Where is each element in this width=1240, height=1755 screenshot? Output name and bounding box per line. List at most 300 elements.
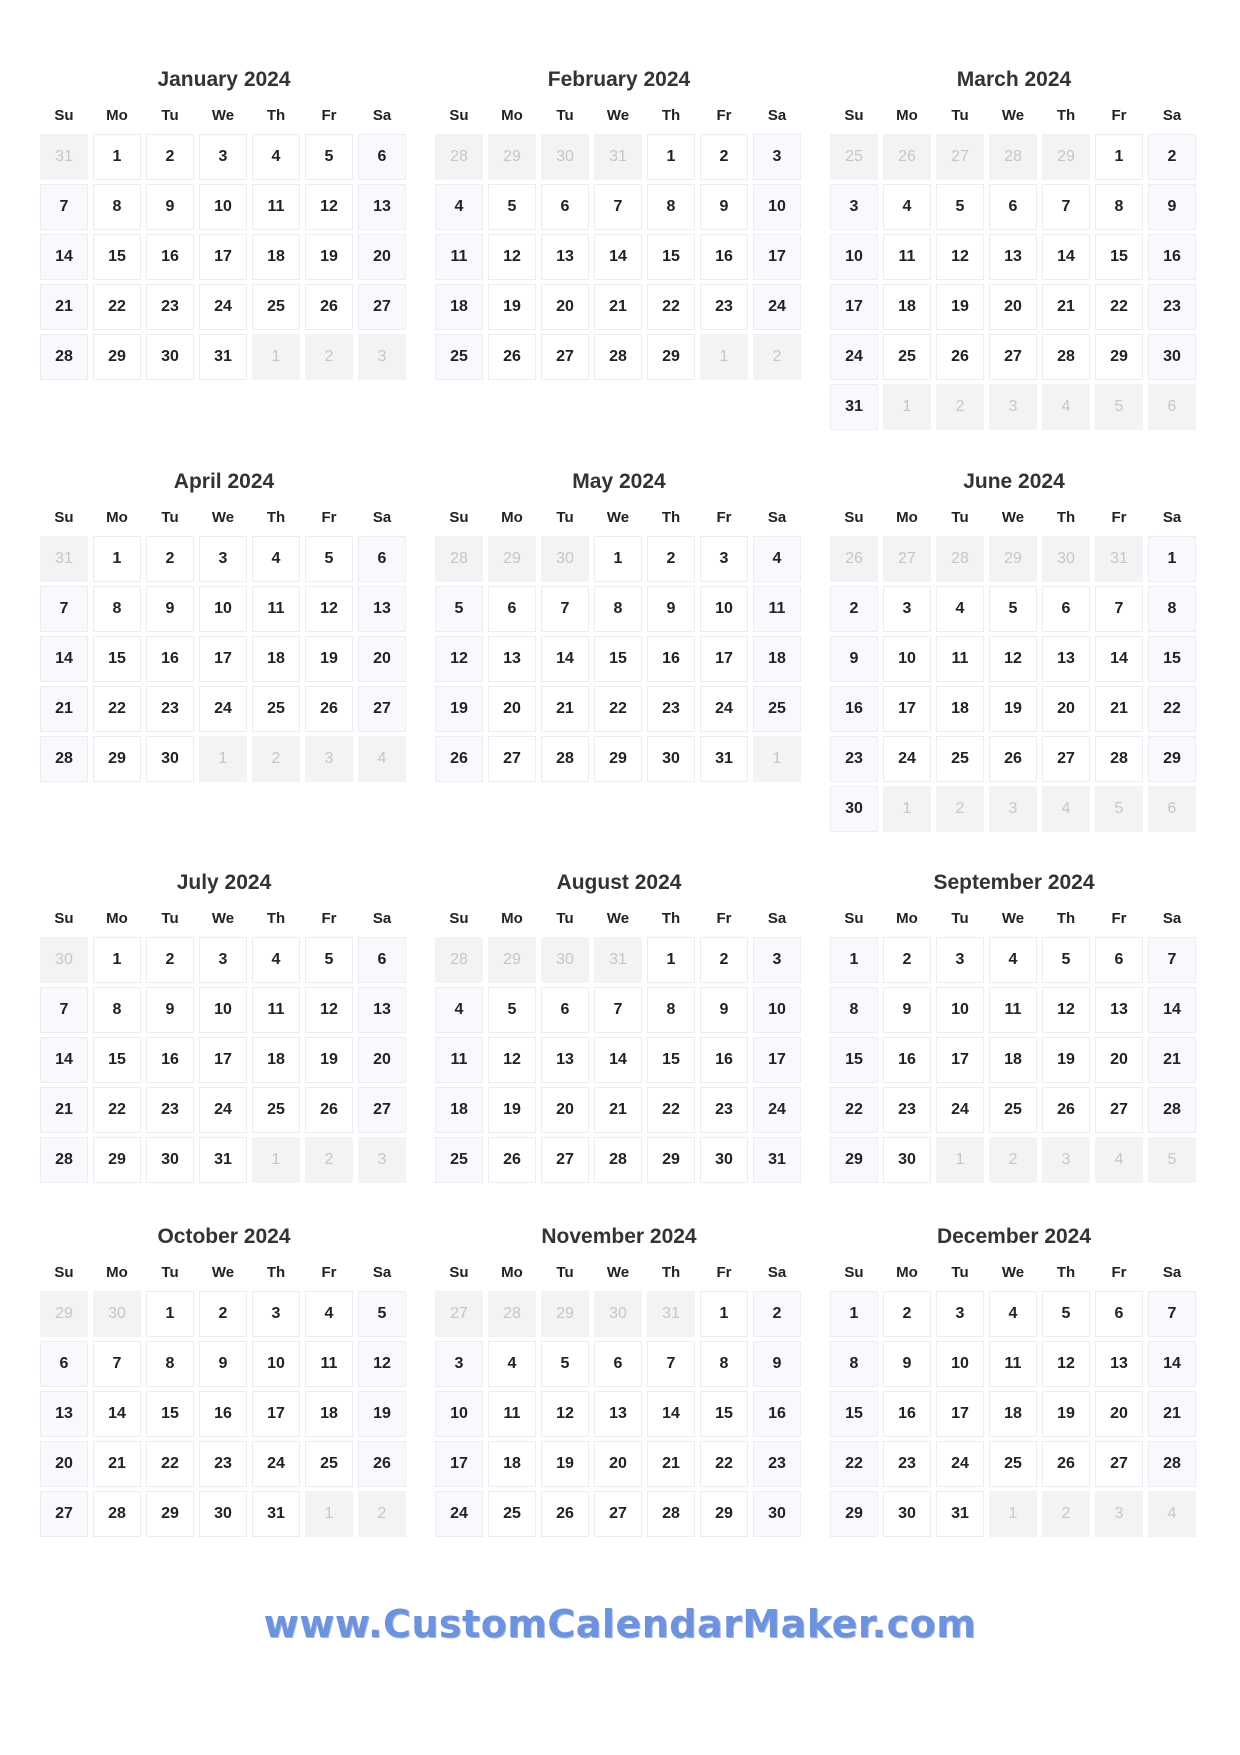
week-row (830, 686, 1198, 732)
day-cell: 27 (358, 686, 406, 732)
day-cell: 29 (594, 736, 642, 782)
day-cell: 19 (358, 1391, 406, 1437)
day-cell: 12 (435, 636, 483, 682)
day-cell: 28 (594, 334, 642, 380)
day-cell: 3 (199, 536, 247, 582)
day-cell: 2 (647, 536, 695, 582)
adjacent-month-day-cell: 6 (1148, 786, 1196, 832)
day-cell: 22 (146, 1441, 194, 1487)
week-row (830, 1291, 1198, 1337)
adjacent-month-day-cell: 3 (1042, 1137, 1090, 1183)
day-cell: 25 (252, 1087, 300, 1133)
adjacent-month-day-cell: 1 (936, 1137, 984, 1183)
weekday-label: Mo (106, 106, 128, 124)
day-cell: 18 (252, 1037, 300, 1083)
adjacent-month-day-cell: 2 (252, 736, 300, 782)
day-cell: 7 (647, 1341, 695, 1387)
day-cell: 18 (936, 686, 984, 732)
adjacent-month-day-cell: 29 (989, 536, 1037, 582)
month-title: July 2024 (176, 871, 272, 894)
weekday-label: We (211, 909, 235, 927)
week-row (40, 334, 408, 380)
weekday-label: We (211, 508, 235, 526)
weekday-label: Mo (106, 508, 128, 526)
weekday-label: Tu (556, 1263, 574, 1281)
day-cell: 29 (647, 334, 695, 380)
weekday-label: Su (54, 508, 74, 526)
day-cell: 24 (936, 1441, 984, 1487)
weekday-header-row (830, 100, 1198, 130)
weekday-label: Tu (556, 508, 574, 526)
month-calendar (435, 863, 803, 1183)
day-cell: 6 (358, 134, 406, 180)
day-cell: 22 (830, 1441, 878, 1487)
day-cell: 10 (883, 636, 931, 682)
day-cell: 3 (700, 536, 748, 582)
day-cell: 30 (199, 1491, 247, 1537)
day-cell: 26 (936, 334, 984, 380)
adjacent-month-day-cell: 30 (541, 134, 589, 180)
day-cell: 20 (1095, 1037, 1143, 1083)
weekday-label: Tu (951, 909, 969, 927)
weekday-label: We (1001, 1263, 1025, 1281)
day-cell: 25 (252, 686, 300, 732)
day-cell: 10 (252, 1341, 300, 1387)
day-cell: 5 (936, 184, 984, 230)
day-cell: 2 (830, 586, 878, 632)
weekday-label: Mo (896, 106, 918, 124)
day-cell: 21 (541, 686, 589, 732)
week-row (435, 686, 803, 732)
week-row (435, 1391, 803, 1437)
day-cell: 3 (435, 1341, 483, 1387)
day-cell: 26 (488, 334, 536, 380)
weekday-label: We (606, 909, 630, 927)
weekday-label: Tu (161, 508, 179, 526)
weekday-label: Sa (372, 508, 392, 526)
day-cell: 13 (358, 987, 406, 1033)
day-cell: 21 (1148, 1391, 1196, 1437)
weekday-label: Tu (951, 508, 969, 526)
week-row (40, 1137, 408, 1183)
day-cell: 29 (830, 1137, 878, 1183)
day-cell: 12 (541, 1391, 589, 1437)
weekday-label: Mo (896, 909, 918, 927)
adjacent-month-day-cell: 26 (883, 134, 931, 180)
adjacent-month-day-cell: 28 (989, 134, 1037, 180)
day-cell: 23 (700, 1087, 748, 1133)
weekday-label: We (606, 1263, 630, 1281)
day-cell: 19 (488, 284, 536, 330)
day-cell: 1 (647, 134, 695, 180)
day-cell: 6 (1095, 1291, 1143, 1337)
day-cell: 17 (830, 284, 878, 330)
day-cell: 9 (700, 987, 748, 1033)
month-title: April 2024 (173, 470, 275, 493)
day-cell: 1 (1148, 536, 1196, 582)
day-cell: 3 (830, 184, 878, 230)
adjacent-month-day-cell: 1 (989, 1491, 1037, 1537)
adjacent-month-day-cell: 26 (830, 536, 878, 582)
month-title: October 2024 (157, 1225, 291, 1248)
day-cell: 3 (199, 937, 247, 983)
day-cell: 2 (1148, 134, 1196, 180)
day-cell: 12 (936, 234, 984, 280)
day-cell: 20 (541, 284, 589, 330)
day-cell: 30 (830, 786, 878, 832)
weekday-label: Fr (716, 106, 732, 124)
weekday-label: We (1001, 508, 1025, 526)
day-cell: 18 (883, 284, 931, 330)
day-cell: 5 (358, 1291, 406, 1337)
adjacent-month-day-cell: 31 (40, 134, 88, 180)
weekday-label: Su (449, 1263, 469, 1281)
day-cell: 11 (936, 636, 984, 682)
day-cell: 21 (647, 1441, 695, 1487)
day-cell: 24 (252, 1441, 300, 1487)
adjacent-month-day-cell: 2 (936, 384, 984, 430)
day-cell: 7 (594, 987, 642, 1033)
day-cell: 30 (146, 736, 194, 782)
week-row (40, 1341, 408, 1387)
week-row (40, 1087, 408, 1133)
adjacent-month-day-cell: 29 (1042, 134, 1090, 180)
day-cell: 29 (93, 1137, 141, 1183)
day-cell: 7 (1148, 1291, 1196, 1337)
week-row (40, 1491, 408, 1537)
adjacent-month-day-cell: 28 (488, 1291, 536, 1337)
day-cell: 2 (883, 1291, 931, 1337)
day-cell: 14 (594, 234, 642, 280)
day-cell: 20 (358, 1037, 406, 1083)
day-cell: 1 (647, 937, 695, 983)
day-cell: 24 (753, 1087, 801, 1133)
week-row (40, 736, 408, 782)
weekday-label: We (1001, 909, 1025, 927)
day-cell: 17 (252, 1391, 300, 1437)
week-row (40, 184, 408, 230)
day-cell: 16 (883, 1037, 931, 1083)
day-cell: 3 (936, 1291, 984, 1337)
day-cell: 21 (1095, 686, 1143, 732)
week-row (435, 234, 803, 280)
day-cell: 31 (700, 736, 748, 782)
adjacent-month-day-cell: 2 (358, 1491, 406, 1537)
adjacent-month-day-cell: 1 (753, 736, 801, 782)
day-cell: 29 (830, 1491, 878, 1537)
week-row (830, 987, 1198, 1033)
weekday-header-row (830, 903, 1198, 933)
weekday-label: Su (449, 106, 469, 124)
day-cell: 12 (488, 234, 536, 280)
day-cell: 1 (93, 536, 141, 582)
day-cell: 27 (989, 334, 1037, 380)
day-cell: 17 (883, 686, 931, 732)
month-title: September 2024 (933, 871, 1095, 894)
weekday-label: Mo (501, 106, 523, 124)
weekday-label: Sa (1162, 909, 1182, 927)
day-cell: 10 (753, 987, 801, 1033)
weekday-label: Th (661, 508, 681, 526)
day-cell: 14 (40, 1037, 88, 1083)
day-cell: 31 (252, 1491, 300, 1537)
adjacent-month-day-cell: 4 (1042, 384, 1090, 430)
day-cell: 23 (146, 686, 194, 732)
adjacent-month-day-cell: 5 (1148, 1137, 1196, 1183)
day-cell: 10 (199, 184, 247, 230)
weekday-label: Th (661, 1263, 681, 1281)
day-cell: 10 (435, 1391, 483, 1437)
day-cell: 13 (358, 184, 406, 230)
day-cell: 19 (305, 1037, 353, 1083)
weekday-header-row (435, 903, 803, 933)
adjacent-month-day-cell: 4 (1148, 1491, 1196, 1537)
adjacent-month-day-cell: 30 (40, 937, 88, 983)
weekday-label: Su (449, 909, 469, 927)
weekday-label: Tu (951, 106, 969, 124)
day-cell: 8 (93, 184, 141, 230)
weekday-label: Tu (556, 106, 574, 124)
day-cell: 29 (146, 1491, 194, 1537)
week-row (40, 1391, 408, 1437)
day-cell: 18 (989, 1391, 1037, 1437)
weekday-label: Sa (1162, 1263, 1182, 1281)
weekday-label: We (606, 106, 630, 124)
weekday-label: Mo (501, 1263, 523, 1281)
month-calendar (40, 60, 408, 380)
day-cell: 22 (1148, 686, 1196, 732)
day-cell: 23 (199, 1441, 247, 1487)
day-cell: 19 (488, 1087, 536, 1133)
weekday-label: Fr (321, 1263, 337, 1281)
weekday-label: Sa (1162, 508, 1182, 526)
weekday-header-row (40, 1257, 408, 1287)
week-row (40, 134, 408, 180)
day-cell: 27 (541, 334, 589, 380)
month-calendar (830, 1217, 1198, 1537)
day-cell: 17 (199, 234, 247, 280)
week-row (830, 234, 1198, 280)
week-row (830, 586, 1198, 632)
day-cell: 25 (305, 1441, 353, 1487)
adjacent-month-day-cell: 28 (435, 937, 483, 983)
day-cell: 13 (541, 234, 589, 280)
day-cell: 15 (647, 1037, 695, 1083)
day-cell: 16 (1148, 234, 1196, 280)
day-cell: 22 (594, 686, 642, 732)
day-cell: 18 (753, 636, 801, 682)
weekday-label: Th (266, 106, 286, 124)
day-cell: 1 (93, 134, 141, 180)
day-cell: 13 (40, 1391, 88, 1437)
day-cell: 28 (40, 1137, 88, 1183)
day-cell: 30 (146, 334, 194, 380)
weekday-label: Su (54, 909, 74, 927)
day-cell: 4 (989, 1291, 1037, 1337)
day-cell: 21 (594, 1087, 642, 1133)
day-cell: 20 (594, 1441, 642, 1487)
week-row (830, 1087, 1198, 1133)
day-cell: 16 (753, 1391, 801, 1437)
day-cell: 20 (488, 686, 536, 732)
day-cell: 24 (199, 686, 247, 732)
day-cell: 24 (883, 736, 931, 782)
day-cell: 22 (647, 284, 695, 330)
day-cell: 27 (358, 1087, 406, 1133)
adjacent-month-day-cell: 28 (936, 536, 984, 582)
day-cell: 6 (40, 1341, 88, 1387)
day-cell: 16 (199, 1391, 247, 1437)
week-row (40, 536, 408, 582)
day-cell: 30 (883, 1137, 931, 1183)
weekday-label: Mo (501, 508, 523, 526)
adjacent-month-day-cell: 1 (883, 786, 931, 832)
day-cell: 24 (700, 686, 748, 732)
adjacent-month-day-cell: 5 (1095, 786, 1143, 832)
day-cell: 19 (936, 284, 984, 330)
day-cell: 12 (1042, 1341, 1090, 1387)
day-cell: 1 (830, 1291, 878, 1337)
weekday-header-row (40, 502, 408, 532)
day-cell: 14 (1095, 636, 1143, 682)
day-cell: 28 (647, 1491, 695, 1537)
day-cell: 11 (252, 586, 300, 632)
day-cell: 15 (1148, 636, 1196, 682)
week-row (830, 334, 1198, 380)
day-cell: 22 (93, 284, 141, 330)
day-cell: 10 (936, 987, 984, 1033)
weekday-label: Tu (161, 1263, 179, 1281)
day-cell: 9 (700, 184, 748, 230)
day-cell: 24 (435, 1491, 483, 1537)
weekday-label: Th (1056, 909, 1076, 927)
weekday-label: Th (266, 508, 286, 526)
adjacent-month-day-cell: 3 (989, 786, 1037, 832)
week-row (830, 284, 1198, 330)
weekday-label: We (211, 1263, 235, 1281)
week-row (40, 636, 408, 682)
day-cell: 1 (93, 937, 141, 983)
day-cell: 5 (305, 536, 353, 582)
weekday-label: Tu (161, 106, 179, 124)
week-row (435, 1441, 803, 1487)
day-cell: 28 (40, 334, 88, 380)
day-cell: 10 (199, 586, 247, 632)
month-calendar (830, 462, 1198, 832)
day-cell: 19 (305, 234, 353, 280)
adjacent-month-day-cell: 1 (252, 1137, 300, 1183)
day-cell: 8 (146, 1341, 194, 1387)
day-cell: 23 (146, 1087, 194, 1133)
day-cell: 15 (594, 636, 642, 682)
day-cell: 31 (830, 384, 878, 430)
week-row (435, 586, 803, 632)
week-row (435, 1491, 803, 1537)
week-row (830, 384, 1198, 430)
month-calendar (40, 462, 408, 782)
day-cell: 30 (883, 1491, 931, 1537)
day-cell: 30 (146, 1137, 194, 1183)
weekday-label: Th (266, 1263, 286, 1281)
day-cell: 25 (753, 686, 801, 732)
week-row (435, 334, 803, 380)
week-row (435, 987, 803, 1033)
weekday-label: Mo (501, 909, 523, 927)
week-row (40, 1037, 408, 1083)
day-cell: 4 (305, 1291, 353, 1337)
day-cell: 3 (883, 586, 931, 632)
day-cell: 2 (700, 134, 748, 180)
adjacent-month-day-cell: 27 (435, 1291, 483, 1337)
day-cell: 25 (936, 736, 984, 782)
week-row (830, 1137, 1198, 1183)
day-cell: 31 (753, 1137, 801, 1183)
day-cell: 4 (936, 586, 984, 632)
adjacent-month-day-cell: 5 (1095, 384, 1143, 430)
day-cell: 21 (40, 686, 88, 732)
day-cell: 28 (1042, 334, 1090, 380)
day-cell: 6 (358, 536, 406, 582)
week-row (435, 937, 803, 983)
weekday-label: Su (449, 508, 469, 526)
day-cell: 4 (488, 1341, 536, 1387)
week-row (435, 184, 803, 230)
adjacent-month-day-cell: 28 (435, 536, 483, 582)
day-cell: 23 (647, 686, 695, 732)
day-cell: 11 (989, 987, 1037, 1033)
weekday-label: Sa (767, 106, 787, 124)
weekday-label: Mo (896, 508, 918, 526)
day-cell: 14 (1042, 234, 1090, 280)
weekday-label: Fr (1111, 1263, 1127, 1281)
week-row (830, 1341, 1198, 1387)
day-cell: 20 (1095, 1391, 1143, 1437)
day-cell: 4 (435, 987, 483, 1033)
day-cell: 19 (989, 686, 1037, 732)
day-cell: 24 (936, 1087, 984, 1133)
adjacent-month-day-cell: 2 (305, 334, 353, 380)
day-cell: 19 (305, 636, 353, 682)
footer-website-link[interactable]: www.CustomCalendarMaker.com (263, 1602, 977, 1646)
day-cell: 3 (252, 1291, 300, 1337)
day-cell: 10 (936, 1341, 984, 1387)
day-cell: 12 (305, 586, 353, 632)
week-row (830, 736, 1198, 782)
day-cell: 29 (93, 736, 141, 782)
weekday-header-row (830, 1257, 1198, 1287)
day-cell: 6 (989, 184, 1037, 230)
adjacent-month-day-cell: 30 (594, 1291, 642, 1337)
day-cell: 10 (830, 234, 878, 280)
day-cell: 29 (1148, 736, 1196, 782)
day-cell: 6 (488, 586, 536, 632)
day-cell: 27 (488, 736, 536, 782)
adjacent-month-day-cell: 3 (358, 334, 406, 380)
day-cell: 14 (40, 234, 88, 280)
day-cell: 8 (93, 987, 141, 1033)
adjacent-month-day-cell: 4 (1042, 786, 1090, 832)
day-cell: 25 (252, 284, 300, 330)
adjacent-month-day-cell: 3 (358, 1137, 406, 1183)
day-cell: 11 (488, 1391, 536, 1437)
weekday-label: Fr (321, 106, 337, 124)
weekday-header-row (435, 1257, 803, 1287)
day-cell: 16 (146, 636, 194, 682)
day-cell: 12 (488, 1037, 536, 1083)
day-cell: 12 (1042, 987, 1090, 1033)
day-cell: 27 (1042, 736, 1090, 782)
day-cell: 1 (700, 1291, 748, 1337)
